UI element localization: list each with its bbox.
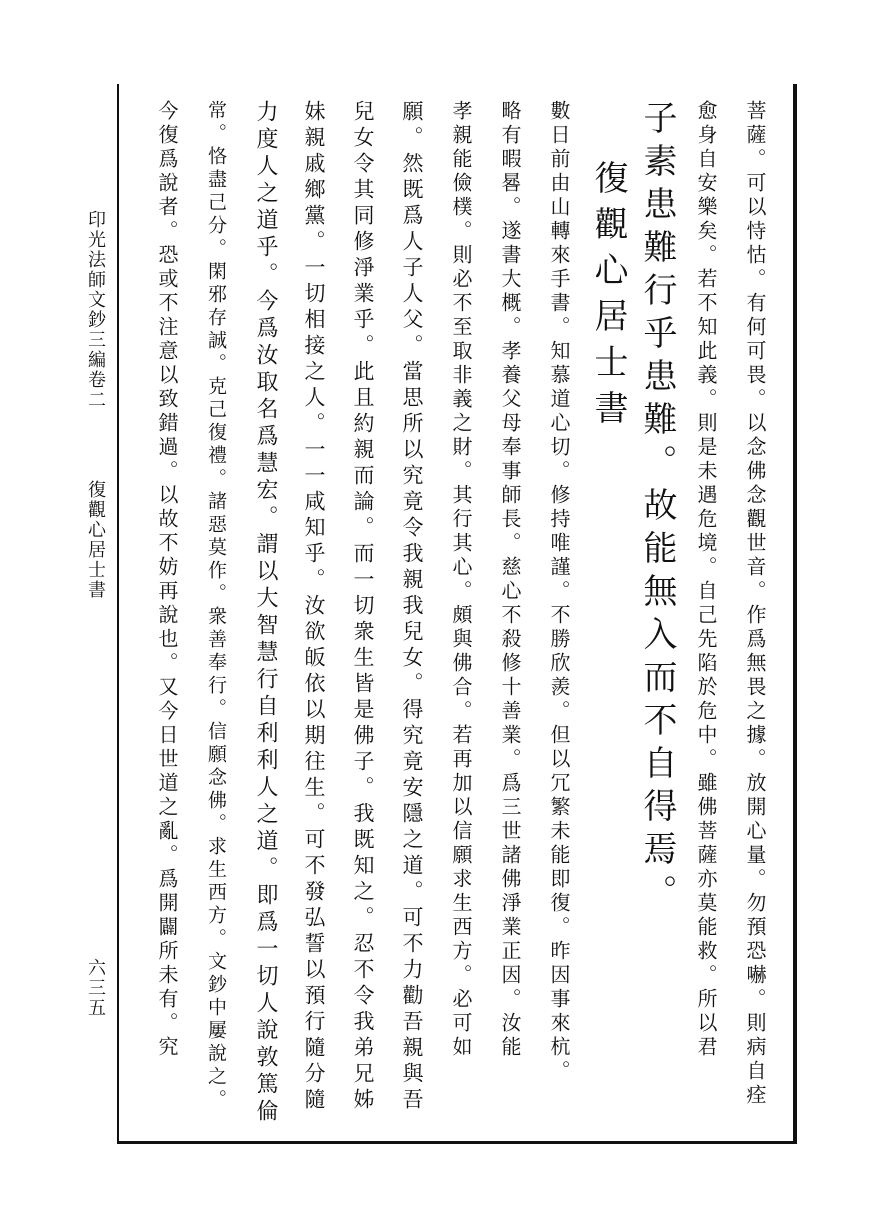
text-column: 孝親能儉樸。則必不至取非義之財。其行其心。頗與佛合。若再加以信願求生西方。必可如 (449, 100, 473, 1060)
text-column: 略有暇晷。遂書大概。孝養父母奉事師長。慈心不殺修十善業。爲三世諸佛淨業正因。汝能 (498, 100, 522, 1060)
bottom-border (117, 1141, 797, 1144)
text-column: 願。然既爲人子人父。當思所以究竟令我親我兒女。得究竟安隱之道。可不力勸吾親與吾 (400, 100, 424, 1114)
right-border (793, 84, 797, 1144)
text-column: 數日前由山轉來手書。知慕道心切。修持唯謹。不勝欣羨。但以冗繁未能即復。昨因事來杭。 (547, 100, 571, 1084)
text-column: 妹親戚鄉黨。一切相接之人。一一咸知乎。汝欲皈依以期往生。可不發弘誓以預行隨分隨 (302, 100, 326, 1114)
text-column: 力度人之道乎。今爲汝取名爲慧宏。謂以大智慧行自利利人之道。即爲一切人說敦篤倫 (253, 100, 278, 1126)
text-column: 子素患難行乎患難。故能無入而不自得焉。 (637, 100, 677, 917)
margin-divider (117, 84, 119, 1144)
text-column: 兒女令其同修淨業乎。此且約親而論。而一切衆生皆是佛子。我既知之。忍不令我弟兄姊 (351, 100, 375, 1114)
book-title: 印光法師文鈔三編卷二 (85, 210, 106, 410)
page-number: 六三五 (85, 958, 106, 1018)
section-heading: 復觀心居士書 (588, 160, 628, 436)
text-column: 愈身自安樂矣。若不知此義。則是未遇危境。自己先陷於危中。雖佛菩薩亦莫能救。所以君 (694, 100, 718, 1060)
text-column: 常。恪盡己分。閑邪存誠。克己復禮。諸惡莫作。衆善奉行。信願念佛。求生西方。文鈔中屢說之。 (205, 100, 227, 1112)
text-column: 菩薩。可以恃怙。有何可畏。以念佛念觀世音。作爲無畏之據。放開心量。勿預恐嚇。則病自痊 (743, 100, 767, 1108)
text-column: 今復爲說者。恐或不注意以致錯過。以故不妨再說也。又今日世道之亂。爲開闢所未有。究 (155, 100, 179, 1060)
section-title: 復觀心居士書 (85, 480, 106, 600)
